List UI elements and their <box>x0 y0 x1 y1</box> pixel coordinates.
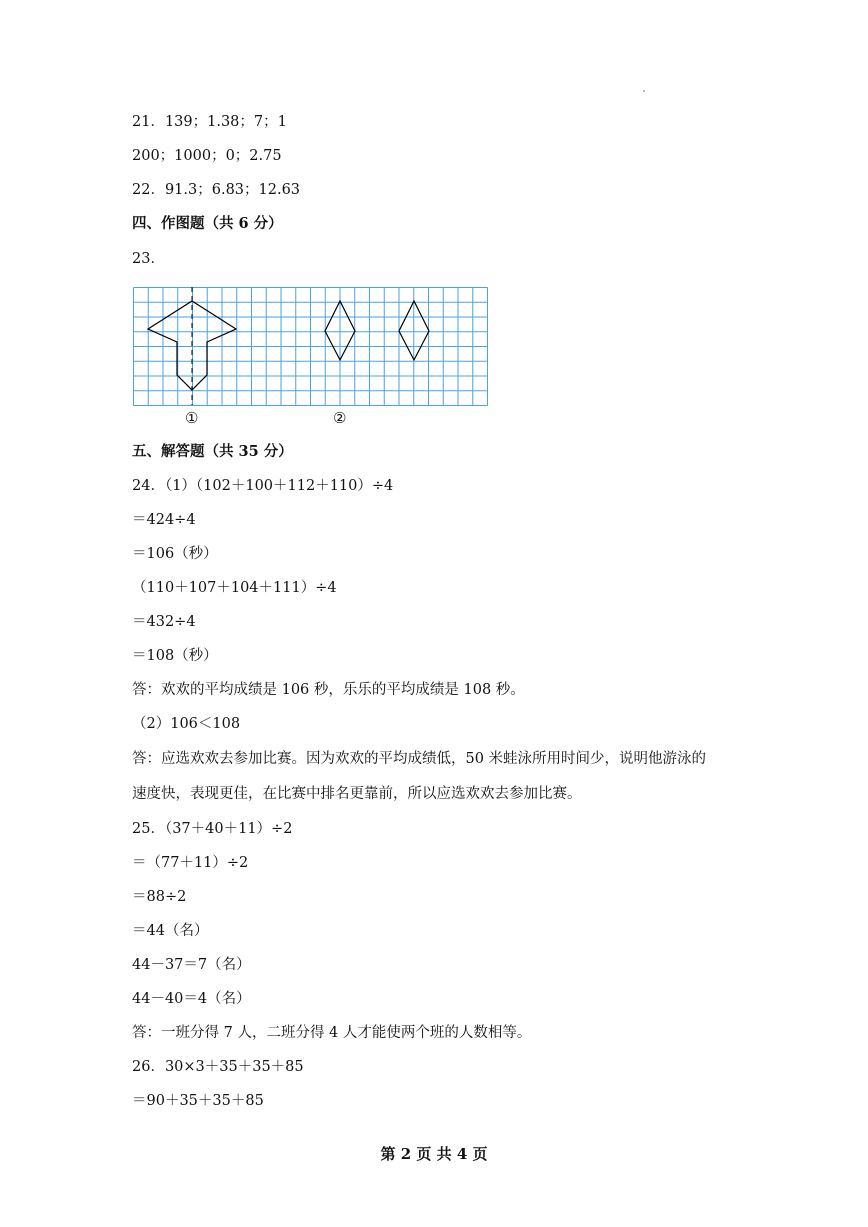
answer-25-line3: ＝88÷2 <box>132 889 187 905</box>
answer-24-line8: （2）106＜108 <box>132 716 241 732</box>
grid-figure <box>133 287 489 407</box>
section-4-heading: 四、作图题（共 6 分） <box>132 215 283 232</box>
answer-21-line1: 21．139；1.38；7；1 <box>132 114 287 130</box>
answer-24-line5: ＝432÷4 <box>132 614 196 630</box>
answer-25-line4: ＝44（名） <box>132 923 209 939</box>
answer-25-line6: 44－40＝4（名） <box>132 991 251 1007</box>
figure-marker-2: ② <box>333 409 347 427</box>
answer-25-line7: 答：一班分得 7 人，二班分得 4 人才能使两个班的人数相等。 <box>132 1025 532 1041</box>
figure-marker-1: ① <box>185 409 199 427</box>
answer-26-line2: ＝90＋35＋35＋85 <box>132 1093 264 1109</box>
answer-25-line2: ＝（77＋11）÷2 <box>132 855 249 871</box>
answer-24-line2: ＝424÷4 <box>132 512 196 528</box>
answer-23-label: 23． <box>132 251 165 267</box>
scan-speck <box>643 90 645 92</box>
answer-25-line5: 44－37＝7（名） <box>132 957 251 973</box>
answer-24-line3: ＝106（秒） <box>132 546 218 562</box>
answer-26-line1: 26．30×3＋35＋35＋85 <box>132 1059 304 1075</box>
answer-24-line9: 答：应选欢欢去参加比赛。因为欢欢的平均成绩低，50 米蛙泳所用时间少，说明他游泳的 <box>132 751 707 767</box>
answer-21-line2: 200；1000；0；2.75 <box>132 148 282 164</box>
answer-24-line1: 24．（1）（102＋100＋112＋110）÷4 <box>132 478 394 494</box>
answer-24-line10: 速度快，表现更佳，在比赛中排名更靠前，所以应选欢欢去参加比赛。 <box>132 786 582 802</box>
drawing-figure <box>133 287 489 411</box>
answer-25-line1: 25．（37＋40＋11）÷2 <box>132 821 293 837</box>
answer-22: 22．91.3；6.83；12.63 <box>132 182 301 198</box>
answer-24-line4: （110＋107＋104＋111）÷4 <box>132 580 337 596</box>
page-footer: 第 2 页 共 4 页 <box>380 1145 488 1163</box>
answer-24-line7: 答：欢欢的平均成绩是 106 秒，乐乐的平均成绩是 108 秒。 <box>132 682 525 698</box>
section-5-heading: 五、解答题（共 35 分） <box>132 443 293 460</box>
answer-24-line6: ＝108（秒） <box>132 648 218 664</box>
grid-lines <box>134 288 488 406</box>
